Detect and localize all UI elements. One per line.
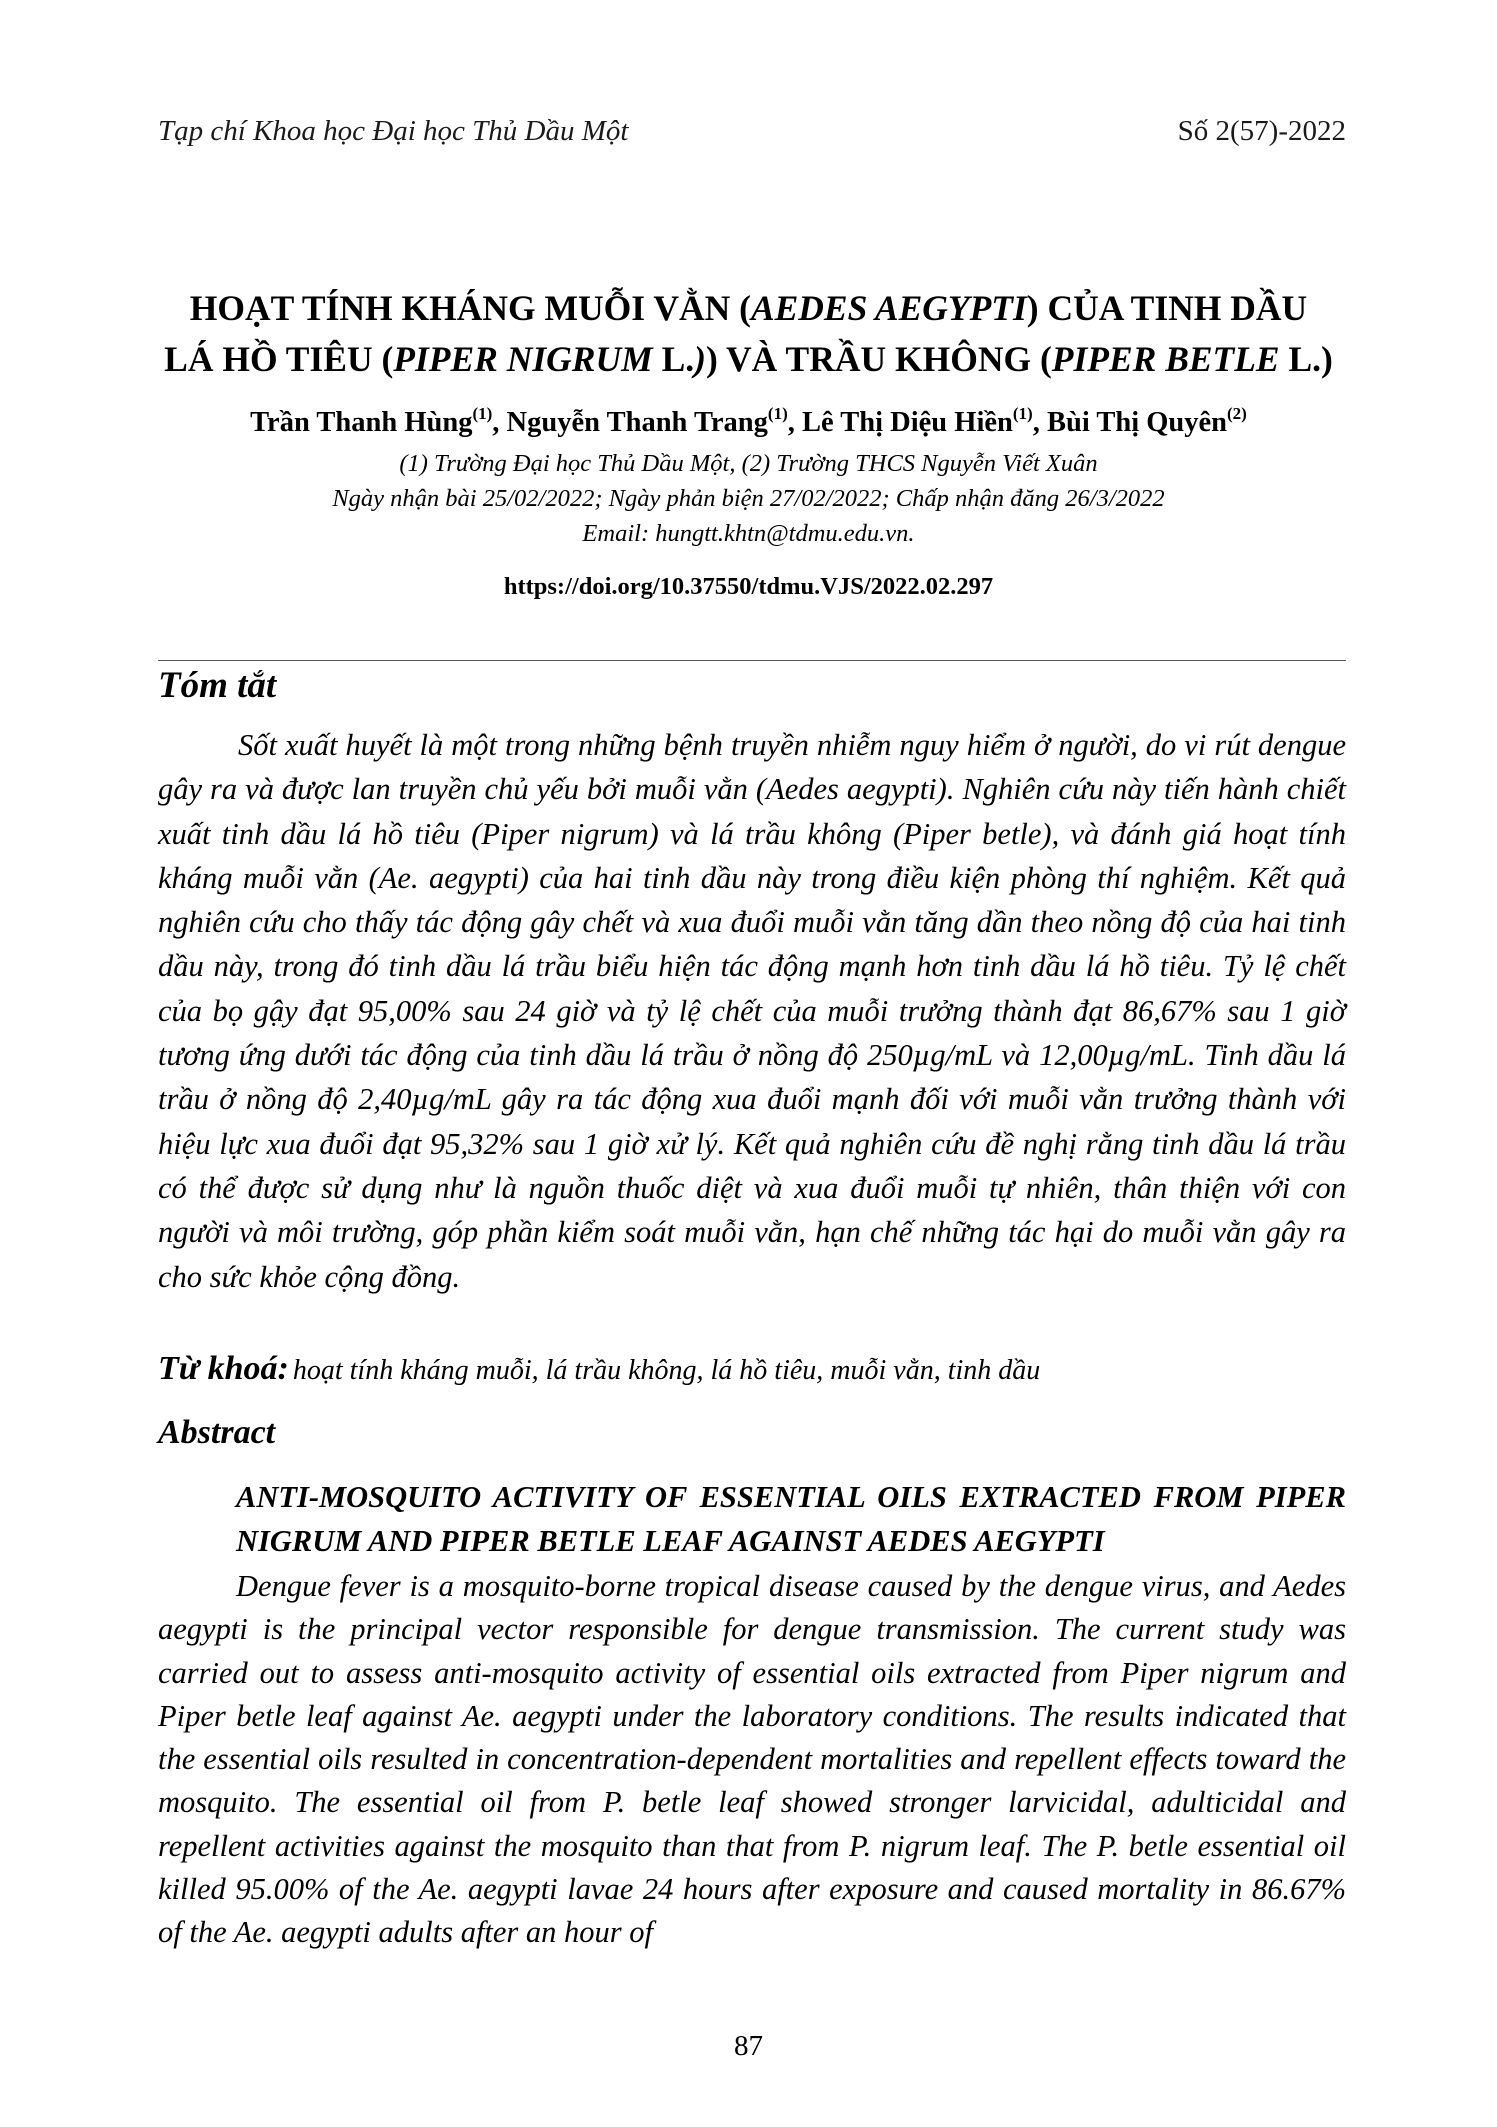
author: Trần Thanh Hùng$^{(1)}$, [250, 404, 507, 438]
summary-heading: Tóm tắt [158, 665, 277, 706]
title-line-1: HOẠT TÍNH KHÁNG MUỖI VẰN (AEDES AEGYPTI) CỦA TINH DẦU [189, 288, 1308, 328]
keywords-label: Từ khoá: [158, 1350, 289, 1387]
article-title [140, 283, 1357, 385]
abstract-body: Dengue fever is a mosquito-borne tropical disease caused by the dengue virus, and Aedes aegypti is the principal vector responsible for dengue transmission. The current study was carried out to assess anti-mosquito activity of essential oils extracted from Piper nigrum and Piper betle leaf against Ae. aegypti under the laboratory conditions. The results indicated that the essential oils resulted in concentration-dependent mortalities and repellent effects toward the mosquito. The essential oil from P. betle leaf showed stronger larvicidal, adulticidal and repellent activities against the mosquito than that from P. nigrum leaf. The P. betle essential oil killed 95.00% of the Ae. aegypti lavae 24 hours after exposure and caused mortality in 86.67% of the Ae. aegypti adults after an hour of [158, 1569, 1346, 1950]
author: Nguyễn Thanh Trang$^{(1)}$, [506, 404, 802, 438]
keywords-value: hoạt tính kháng muỗi, lá trầu không, lá hồ tiêu, muỗi vằn, tinh dầu [292, 1355, 1041, 1386]
journal-name: Tạp chí Khoa học Đại học Thủ Dầu Một [158, 115, 629, 147]
affiliations: (1) Trường Đại học Thủ Dầu Một, (2) Trường THCS Nguyễn Viết Xuân [399, 450, 1098, 477]
keywords [158, 1350, 1346, 1388]
author-list [140, 404, 1357, 439]
summary-body: Sốt xuất huyết là một trong những bệnh truyền nhiễm nguy hiểm ở người, do vi rút dengue gây ra và được lan truyền chủ yếu bởi muỗi vằn (Aedes aegypti). Nghiên cứu này tiến hành chiết xuất tinh dầu lá hồ tiêu (Piper nigrum) và lá trầu không (Piper betle), và đánh giá hoạt tính kháng muỗi vằn (Ae. aegypti) của hai tinh dầu này trong điều kiện phòng thí nghiệm. Kết quả nghiên cứu cho thấy tác động gây chết và xua đuổi muỗi vằn tăng dần theo nồng độ của hai tinh dầu này, trong đó tinh dầu lá trầu biểu hiện tác động mạnh hơn tinh dầu lá hồ tiêu. Tỷ lệ chết của bọ gậy đạt 95,00% sau 24 giờ và tỷ lệ chết của muỗi trưởng thành đạt 86,67% sau 1 giờ tương ứng dưới tác động của tinh dầu lá trầu ở nồng độ 250µg/mL và 12,00µg/mL. Tinh dầu lá trầu ở nồng độ 2,40µg/mL gây ra tác động xua đuổi mạnh đối với muỗi vằn trưởng thành với hiệu lực xua đuổi đạt 95,32% sau 1 giờ xử lý. Kết quả nghiên cứu đề nghị rằng tinh dầu lá trầu có thể được sử dụng như là nguồn thuốc diệt và xua đuổi muỗi tự nhiên, thân thiện với con người và môi trường, góp phần kiểm soát muỗi vằn, hạn chế những tác hại do muỗi vằn gây ra cho sức khỏe cộng đồng. [158, 728, 1346, 1294]
submission-dates: Ngày nhận bài 25/02/2022; Ngày phản biện 27/02/2022; Chấp nhận đăng 26/3/2022 [332, 485, 1165, 512]
abstract-heading: Abstract [158, 1414, 276, 1451]
author: Bùi Thị Quyên$^{(2)}$ [1046, 404, 1247, 438]
author: Lê Thị Diệu Hiền$^{(1)}$, [801, 404, 1047, 438]
issue-number: Số 2(57)-2022 [1177, 115, 1346, 147]
title-line-2: LÁ HỒ TIÊU (PIPER NIGRUM L.)) VÀ TRẦU KHÔNG (PIPER BETLE L.) [164, 339, 1333, 379]
page-number: 87 [734, 2030, 763, 2062]
section-divider [158, 660, 1346, 661]
english-title: ANTI-MOSQUITO ACTIVITY OF ESSENTIAL OILS EXTRACTED FROM PIPER NIGRUM AND PIPER BETLE LEAF AGAINST AEDES AEGYPTI [236, 1480, 1346, 1558]
doi-link[interactable]: https://doi.org/10.37550/tdmu.VJS/2022.02.297 [503, 573, 994, 600]
contact-email[interactable]: Email: hungtt.khtn@tdmu.edu.vn. [582, 520, 915, 547]
